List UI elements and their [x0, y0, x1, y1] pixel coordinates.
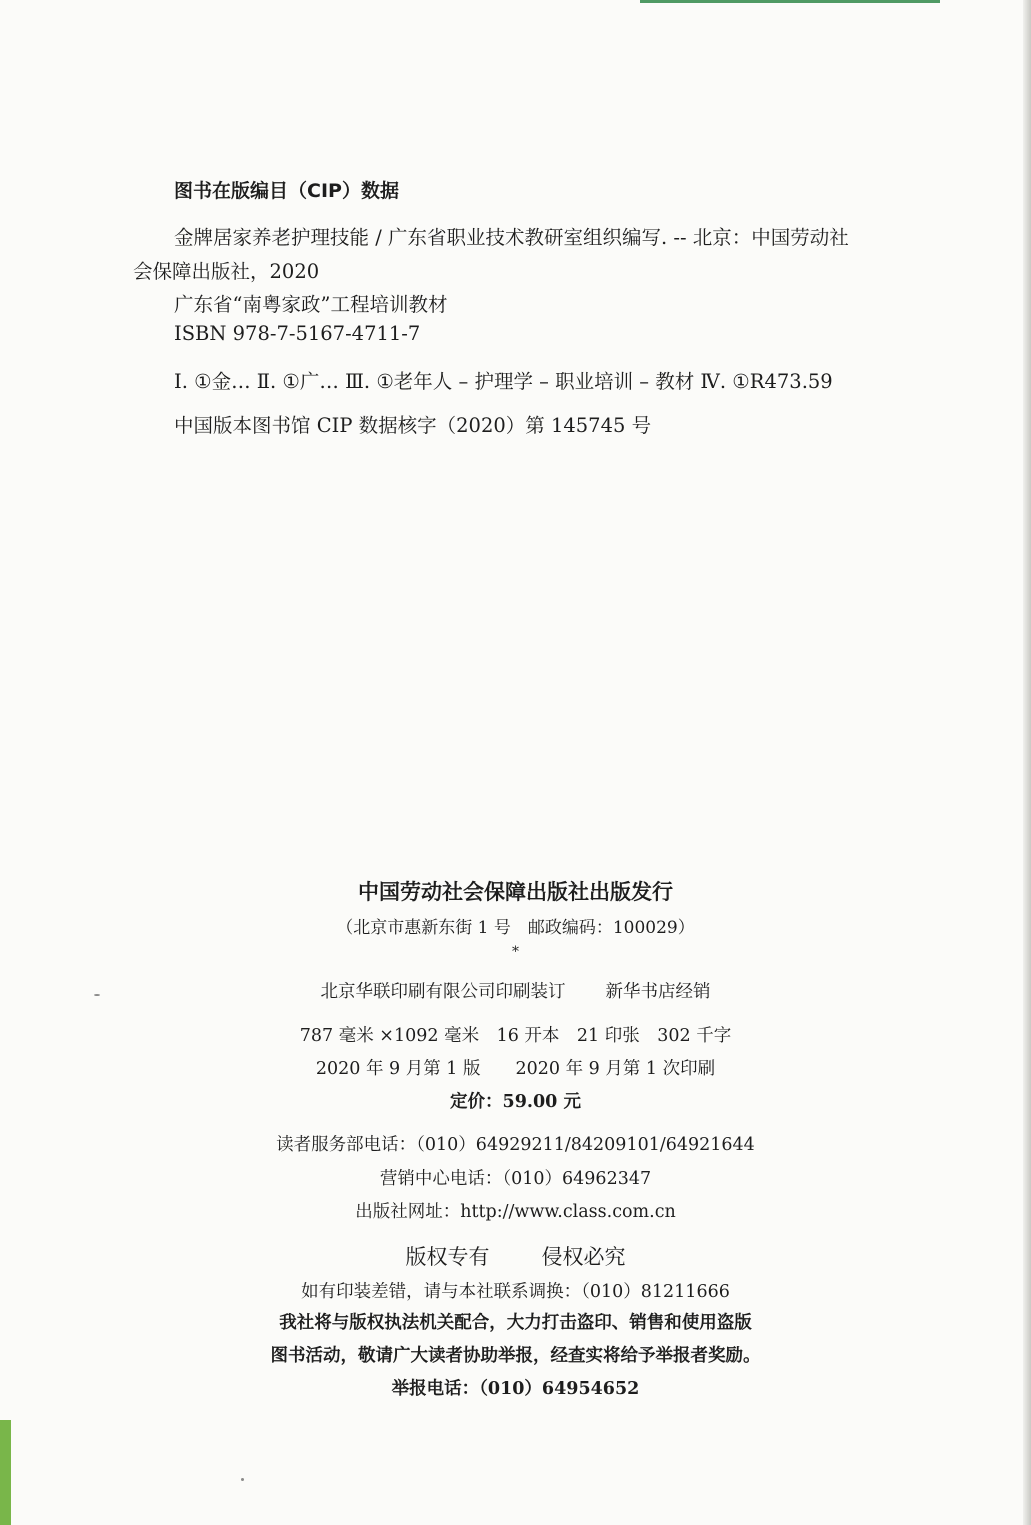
- cover-edge-strip: [0, 1420, 11, 1525]
- scan-mark: [94, 994, 100, 996]
- report-phone: 举报电话：（010）64954652: [391, 1379, 640, 1399]
- book-format: 787 毫米 ×1092 毫米 16 开本 21 印张 302 千字: [299, 1026, 732, 1046]
- printer: 北京华联印刷有限公司印刷装订: [320, 982, 566, 1002]
- reader-service-phone: 读者服务部电话：（010）64929211/84209101/64921644: [276, 1135, 755, 1155]
- cip-series: 广东省“南粤家政”工程培训教材: [174, 293, 448, 316]
- page-top-edge: [640, 0, 940, 3]
- anti-piracy-line2: 图书活动，敬请广大读者协助举报，经查实将给予举报者奖励。: [270, 1346, 761, 1366]
- printer-distributor-line: [0, 978, 1031, 1003]
- anti-piracy-line1: 我社将与版权执法机关配合，大力打击盗印、销售和使用盗版: [279, 1313, 752, 1333]
- cip-number: 中国版本图书馆 CIP 数据核字（2020）第 145745 号: [174, 414, 652, 437]
- cip-classification: Ⅰ. ①金… Ⅱ. ①广… Ⅲ. ①老年人 – 护理学 – 职业培训 – 教材 Ⅳ. ①R473.59: [174, 370, 833, 393]
- copyright-reserved: 版权专有: [405, 1245, 490, 1269]
- cip-entry-line2: 会保障出版社，2020: [133, 260, 320, 283]
- copyright-line: [0, 1241, 1031, 1271]
- separator-asterisk: *: [512, 944, 519, 960]
- publisher-address: （北京市惠新东街 1 号 邮政编码：100029）: [336, 918, 695, 938]
- edition-info: 2020 年 9 月第 1 版 2020 年 9 月第 1 次印刷: [315, 1059, 716, 1079]
- infringement-notice: 侵权必究: [541, 1245, 626, 1269]
- publisher-name: 中国劳动社会保障出版社出版发行: [358, 879, 673, 904]
- cip-isbn: ISBN 978-7-5167-4711-7: [174, 322, 421, 345]
- scan-speck: [241, 1478, 244, 1481]
- marketing-phone: 营销中心电话：（010）64962347: [379, 1169, 652, 1189]
- distributor: 新华书店经销: [605, 982, 711, 1002]
- publisher-website: 出版社网址：http://www.class.com.cn: [355, 1202, 676, 1222]
- cip-entry-line1: 金牌居家养老护理技能 / 广东省职业技术教研室组织编写. -- 北京：中国劳动社: [174, 226, 849, 249]
- price: 定价：59.00 元: [450, 1092, 581, 1112]
- cip-title: 图书在版编目（CIP）数据: [174, 180, 399, 202]
- misprint-contact: 如有印装差错，请与本社联系调换：（010）81211666: [301, 1282, 730, 1302]
